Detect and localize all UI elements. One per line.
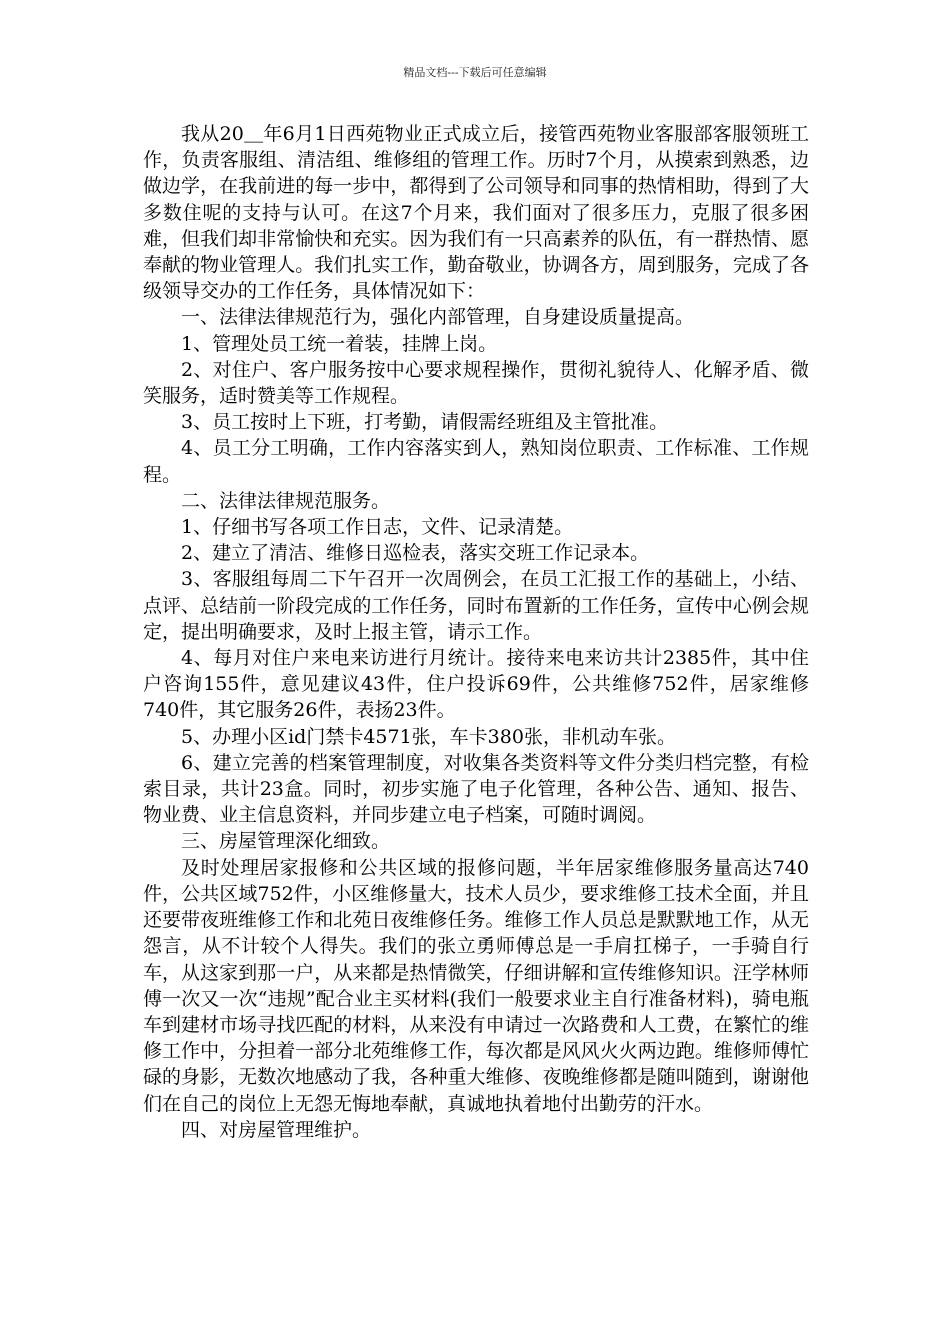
paragraph: 3、员工按时上下班，打考勤，请假需经班组及主管批准。 [181, 411, 669, 434]
paragraph: 1、仔细书写各项工作日志，文件、记录清楚。 [181, 516, 574, 539]
section-heading-4: 四、对房屋管理维护。 [181, 1118, 372, 1141]
page-header: 精品文档---下载后可任意编辑 [403, 66, 547, 79]
paragraph-intro: 我从20＿年6月1日西苑物业正式成立后，接管西苑物业客服部客服领班工作，负责客服组、清洁组、维修组的管理工作。历时7个月，从摸索到熟悉，边做边学，在我前进的每一步中，都得到了公司领导和同事的热情相助，得到了大多数住呢的支持与认可。在这7个月来，我们面对了很多压力，克服了很多困难，但我们却非常愉快和充实。因为我们有一只高素养的队伍，有一群热情、愿奉献的物业管理人。我们扎实工作，勤奋敬业，协调各方，周到服务，完成了各级领导交办的工作任务，具体情况如下： [143, 123, 809, 303]
section-heading-2: 二、法律法律规范服务。 [181, 489, 391, 512]
paragraph: 4、每月对住户来电来访进行月统计。接待来电来访共计2385件，其中住户咨询155件，意见建议43件，住户投诉69件，公共维修752件，居家维修740件，其它服务26件，表扬23件。 [143, 647, 809, 722]
paragraph: 2、建立了清洁、维修日巡检表，落实交班工作记录本。 [181, 542, 650, 565]
paragraph: 6、建立完善的档案管理制度，对收集各类资料等文件分类归档完整，有检索目录，共计23盒。同时，初步实施了电子化管理，各种公告、通知、报告、物业费、业主信息资料，并同步建立电子档案，可随时调阅。 [143, 751, 809, 827]
paragraph: 4、员工分工明确，工作内容落实到人，熟知岗位职责、工作标准、工作规程。 [143, 437, 809, 486]
paragraph: 及时处理居家报修和公共区域的报修问题，半年居家维修服务量高达740件，公共区域752件，小区维修量大，技术人员少，要求维修工技术全面，并且还要带夜班维修工作和北苑日夜维修任务。维修工作人员总是默默地工作，从无怨言，从不计较个人得失。我们的张立勇师傅总是一手肩扛梯子，一手骑自行车，从这家到那一户，从来都是热情微笑，仔细讲解和宣传维修知识。汪学林师傅一次又一次“违规”配合业主买材料(我们一般要求业主自行准备材料)，骑电瓶车到建材市场寻找匹配的材料，从来没有申请过一次路费和人工费，在繁忙的维修工作中，分担着一部分北苑维修工作，每次都是风风火火两边跑。维修师傅忙碌的身影，无数次地感动了我，各种重大维修、夜晚维修都是随叫随到，谢谢他们在自己的岗位上无怨无悔地奉献，真诚地执着地付出勤劳的汗水。 [143, 856, 809, 1115]
document-body [143, 121, 809, 1143]
section-heading-3: 三、房屋管理深化细致。 [181, 830, 391, 853]
paragraph: 1、管理处员工统一着装，挂牌上岗。 [181, 332, 498, 355]
paragraph: 3、客服组每周二下午召开一次周例会，在员工汇报工作的基础上，小结、点评、总结前一阶段完成的工作任务，同时布置新的工作任务，宣传中心例会规定，提出明确要求，及时上报主管，请示工作。 [143, 568, 809, 643]
paragraph: 5、办理小区id门禁卡4571张，车卡380张，非机动车张。 [181, 725, 676, 748]
section-heading-1: 一、法律法律规范行为，强化内部管理，自身建设质量提高。 [181, 306, 695, 329]
paragraph: 2、对住户、客户服务按中心要求规程操作，贯彻礼貌待人、化解矛盾、微笑服务，适时赞美等工作规程。 [143, 358, 809, 408]
